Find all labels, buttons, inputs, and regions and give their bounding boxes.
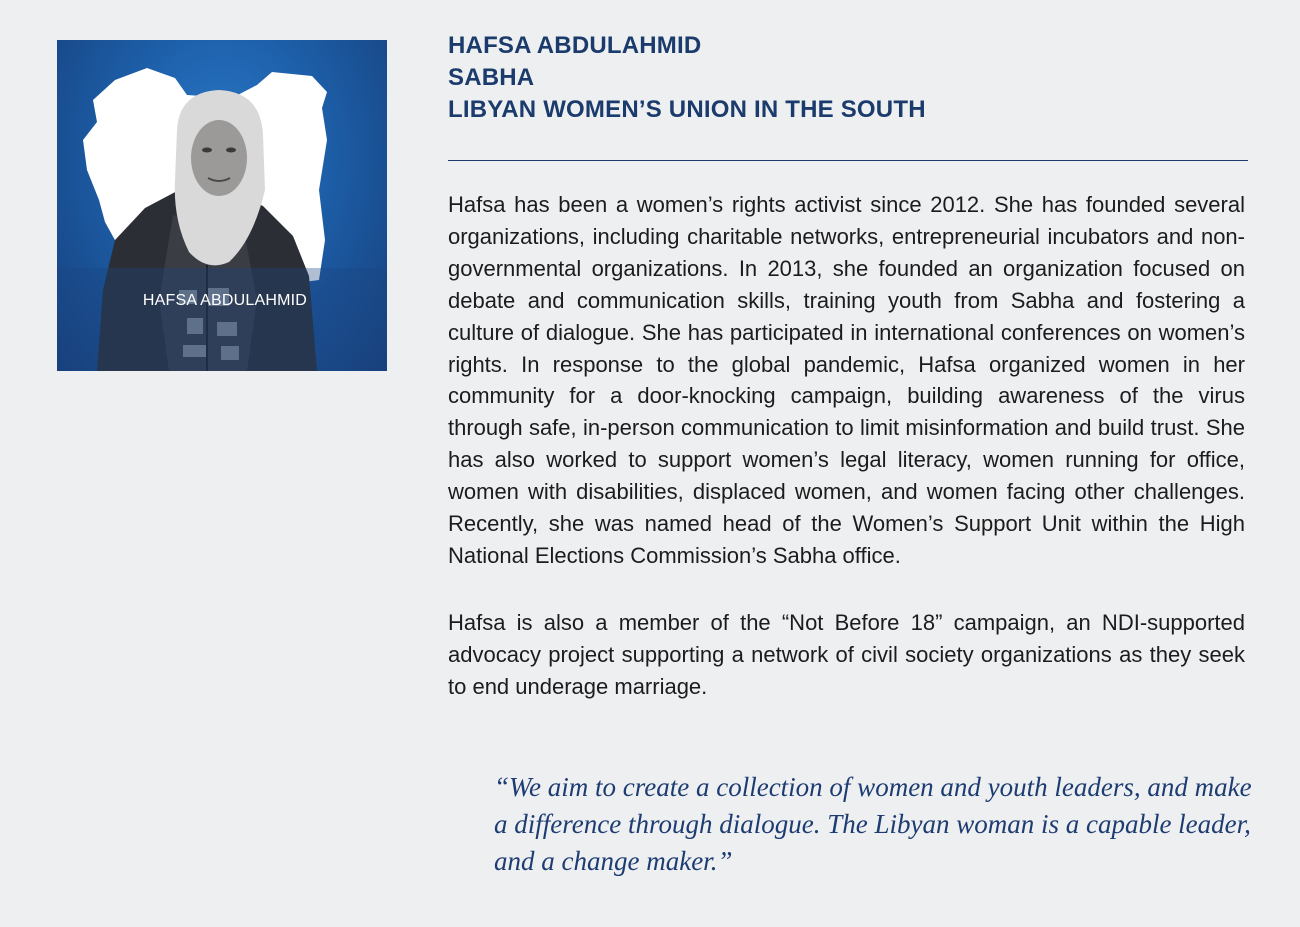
person-face — [191, 120, 247, 196]
biography — [448, 189, 1245, 703]
portrait-photo — [57, 40, 387, 371]
bio-paragraph-2: Hafsa is also a member of the “Not Before 18” campaign, an NDI-supported advocacy project supporting a network of civil society organizations as they seek to end underage marriage. — [448, 609, 1245, 699]
header-divider — [448, 160, 1248, 161]
caption-band — [57, 268, 387, 371]
person-city: SABHA — [448, 64, 535, 91]
portrait-caption: HAFSA ABDULAHMID — [142, 292, 308, 309]
person-name: HAFSA ABDULAHMID — [448, 32, 702, 59]
profile-header — [448, 30, 926, 126]
bio-paragraph-1: Hafsa has been a women’s rights activist since 2012. She has founded several organizations, including charitable networks, entrepreneurial incubators and non-governmental organizations. In 2013, she founded an organization focused on debate and communication skills, training youth from Sabha and fostering a culture of dialogue. She has participated in international conferences on women’s rights. In response to the global pandemic, Hafsa organized women in her community for a door-knocking campaign, building awareness of the virus through safe, in-person communication to limit misinformation and build trust. She has also worked to support women’s legal literacy, women running for office, women with disabilities, displaced women, and women facing other challenges. Recently, she was named head of the Women’s Support Unit within the High National Elections Commission’s Sabha office. — [448, 192, 1245, 568]
person-organization: LIBYAN WOMEN’S UNION IN THE SOUTH — [448, 96, 926, 123]
pull-quote: “We aim to create a collection of women and youth leaders, and make a difference through dialogue. The Libyan woman is a capable leader, and a change maker.” — [494, 772, 1252, 876]
